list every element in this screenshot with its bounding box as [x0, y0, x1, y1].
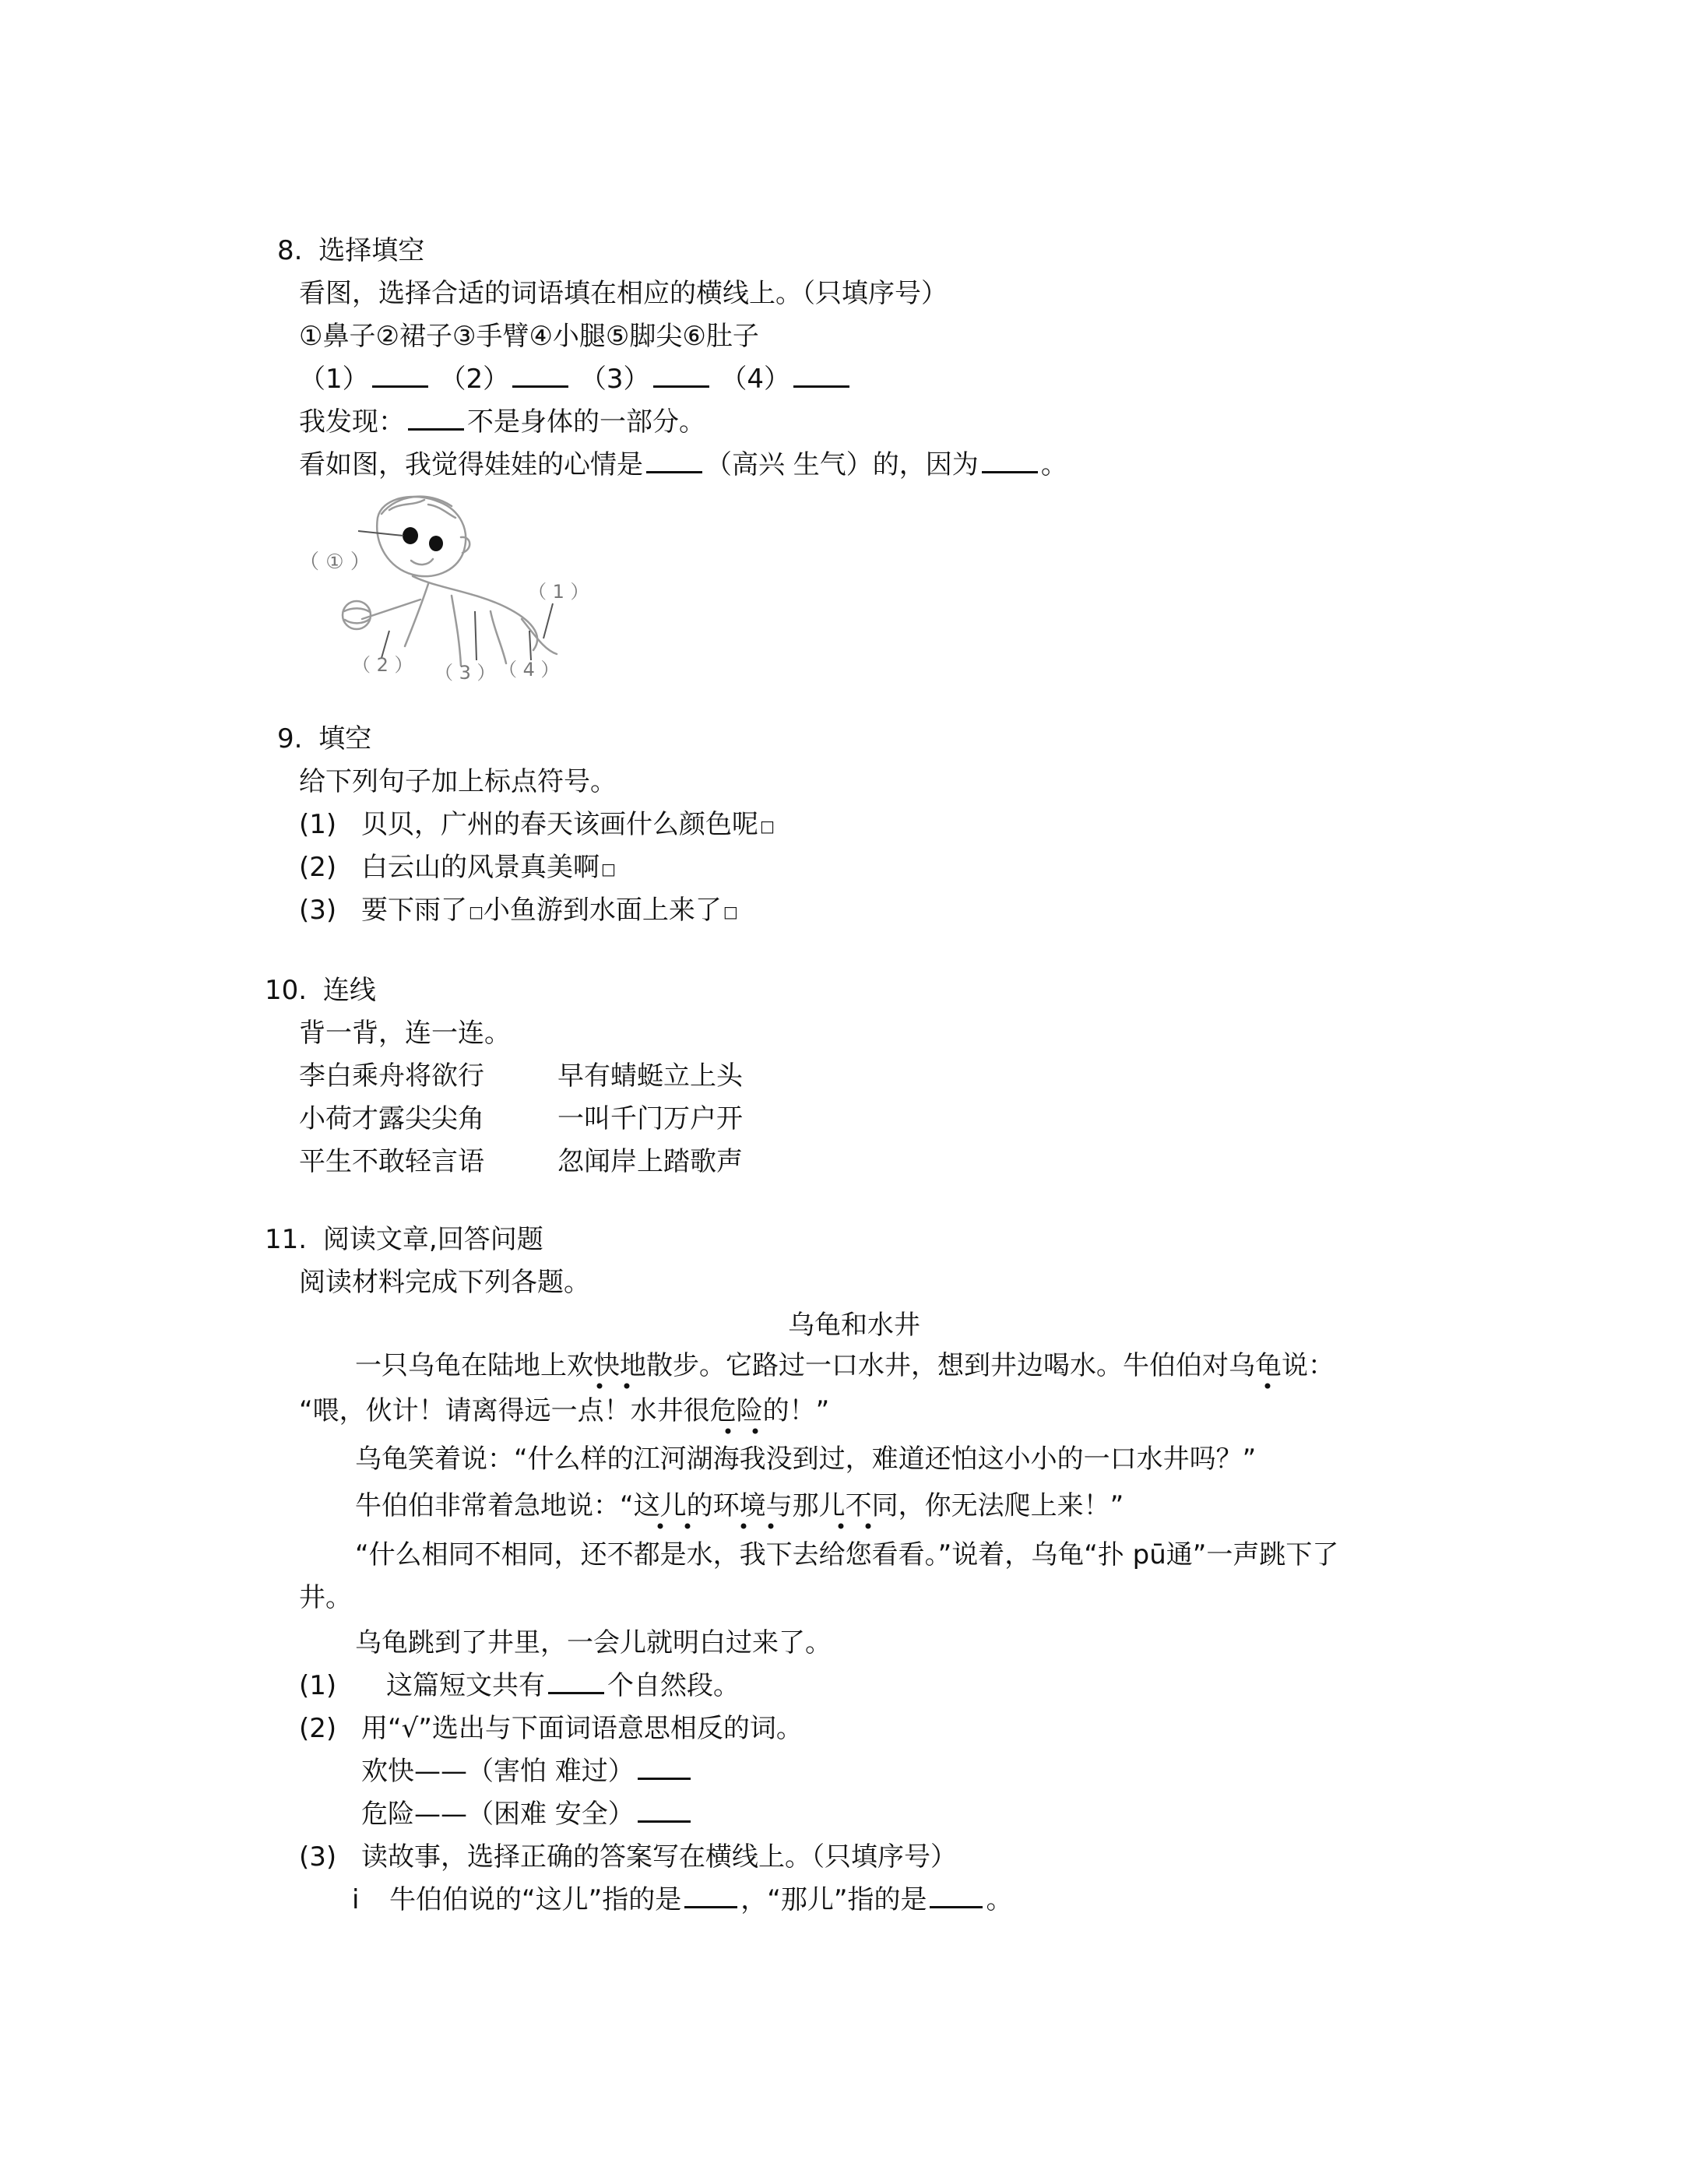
q11-instruction: 阅读材料完成下列各题。 [299, 1267, 590, 1298]
passage-p4b: 井。 [299, 1582, 352, 1613]
q9-item-2-box[interactable]: □ [601, 860, 616, 878]
q10-title: 连线 [322, 975, 376, 1006]
q11-sub3 [299, 1840, 957, 1874]
q10-left-2[interactable]: 小荷才露尖尖角 [299, 1103, 484, 1134]
q11-sub2-line1-text: 欢快——（害怕 难过） [361, 1756, 635, 1787]
q8-instruction: 看图，选择合适的词语填在相应的横线上。（只填序号） [299, 278, 948, 309]
q8-mood-prefix: 看如图，我觉得娃娃的心情是 [299, 449, 643, 480]
passage-p2: 乌龟笑着说：“什么样的江河湖海我没到过，难道还怕这小小的一口水井吗？” [355, 1444, 1257, 1475]
q11-sub3-i-text-b: ，“那儿”指的是 [740, 1884, 927, 1915]
q11-sub3-i-text-a: 牛伯伯说的“这儿”指的是 [389, 1884, 682, 1915]
q8-blank-label-2: （2） [439, 364, 510, 395]
passage-p4a: “什么相同不相同，还不都是水，我下去给您看看。”说着，乌龟“扑 pū通”一声跳下了 [355, 1539, 1339, 1570]
q10-right-2[interactable]: 一叫千门万户开 [557, 1103, 743, 1134]
q9-item-3-text-b: 小鱼游到水面上来了 [483, 895, 722, 926]
q9-item-2-text: 白云山的风景真美啊 [361, 852, 600, 883]
q9-instruction: 给下列句子加上标点符号。 [299, 766, 617, 797]
passage-p1b: “喂，伙计！请离得远一点！水井很危险的！” [299, 1395, 830, 1426]
q11-sub1-text-a: 这篇短文共有 [386, 1670, 545, 1701]
q10-instruction: 背一背，连一连。 [299, 1018, 511, 1049]
q9-item-3-box-b[interactable]: □ [723, 902, 738, 921]
q10-right-1[interactable]: 早有蜻蜓立上头 [557, 1060, 743, 1092]
q8-blank-label-1: （1） [299, 364, 369, 395]
q11-sub3-i [352, 1883, 1012, 1917]
q8-mood-mid: （高兴 生气）的，因为 [705, 449, 979, 480]
q9-item-3-box-a[interactable]: □ [469, 902, 484, 921]
q11-sub2-line2-text: 危险——（困难 安全） [361, 1799, 635, 1830]
q11-sub3-i-text-c: 。 [986, 1884, 1013, 1915]
q10-left-3[interactable]: 平生不敢轻言语 [299, 1146, 484, 1177]
q8-discover-prefix: 我发现： [299, 406, 405, 438]
q11-sub3-i-blank1[interactable] [684, 1883, 737, 1908]
q9-item-2-num: (2) [299, 852, 337, 883]
q8-title: 选择填空 [318, 235, 425, 266]
q11-sub1-blank[interactable] [548, 1669, 604, 1694]
q8-number: 8. [277, 235, 303, 266]
q8-discover-suffix: 不是身体的一部分。 [467, 406, 705, 438]
q9-item-3-text-a: 要下雨了 [361, 895, 467, 926]
passage-p1a: 一只乌龟在陆地上欢快地散步。它路过一口水井，想到井边喝水。牛伯伯对乌龟说： [355, 1350, 1335, 1381]
q11-sub1 [299, 1669, 740, 1703]
passage-p3: 牛伯伯非常着急地说：“这儿的环境与那儿不同，你无法爬上来！” [355, 1490, 1124, 1521]
q11-sub1-num: (1) [299, 1670, 337, 1701]
q9-item-3-num: (3) [299, 895, 337, 926]
q11-number: 11. [265, 1224, 308, 1255]
q9-number: 9. [277, 723, 303, 754]
q11-sub3-text: 读故事，选择正确的答案写在横线上。（只填序号） [361, 1841, 957, 1873]
q8-mood-end: 。 [1040, 449, 1067, 480]
q11-sub2-text: 用“√”选出与下面词语意思相反的词。 [361, 1713, 803, 1744]
q11-sub2-blank1[interactable] [638, 1754, 691, 1780]
q11-sub3-i-blank2[interactable] [930, 1883, 983, 1908]
q8-fig-label-3: （ 3 ） [434, 662, 496, 684]
q8-options: ①鼻子②裙子③手臂④小腿⑤脚尖⑥肚子 [299, 321, 759, 352]
q9-item-1-box[interactable]: □ [760, 817, 775, 835]
q8-fig-label-2: （ 2 ） [352, 654, 413, 676]
passage-p5: 乌龟跳到了井里，一会儿就明白过来了。 [355, 1627, 832, 1658]
q8-fig-label-1: （ 1 ） [528, 581, 589, 603]
q11-sub2 [299, 1711, 803, 1746]
q8-fig-label-circle1: （ ① ） [299, 550, 371, 574]
q9-title: 填空 [318, 723, 372, 754]
q11-sub2-line1 [361, 1754, 694, 1788]
q11-sub3-num: (3) [299, 1841, 337, 1873]
q9-item-1-text: 贝贝，广州的春天该画什么颜色呢 [361, 809, 758, 840]
q11-title: 阅读文章,回答问题 [322, 1224, 543, 1255]
q9-item-1-num: (1) [299, 809, 337, 840]
q11-sub1-text-b: 个自然段。 [607, 1670, 740, 1701]
q8-fig-label-4: （ 4 ） [498, 659, 560, 681]
q10-left-1[interactable]: 李白乘舟将欲行 [299, 1060, 484, 1092]
q11-sub2-line2 [361, 1797, 694, 1831]
q8-blank-label-4: （4） [720, 364, 790, 395]
q11-sub2-blank2[interactable] [638, 1797, 691, 1823]
passage-title: 乌龟和水井 [788, 1310, 920, 1341]
q8-blank-label-3: （3） [579, 364, 650, 395]
q10-number: 10. [265, 975, 308, 1006]
q11-sub3-i-num: i [352, 1884, 360, 1915]
q11-sub2-num: (2) [299, 1713, 337, 1744]
q10-right-3[interactable]: 忽闻岸上踏歌声 [557, 1146, 743, 1177]
